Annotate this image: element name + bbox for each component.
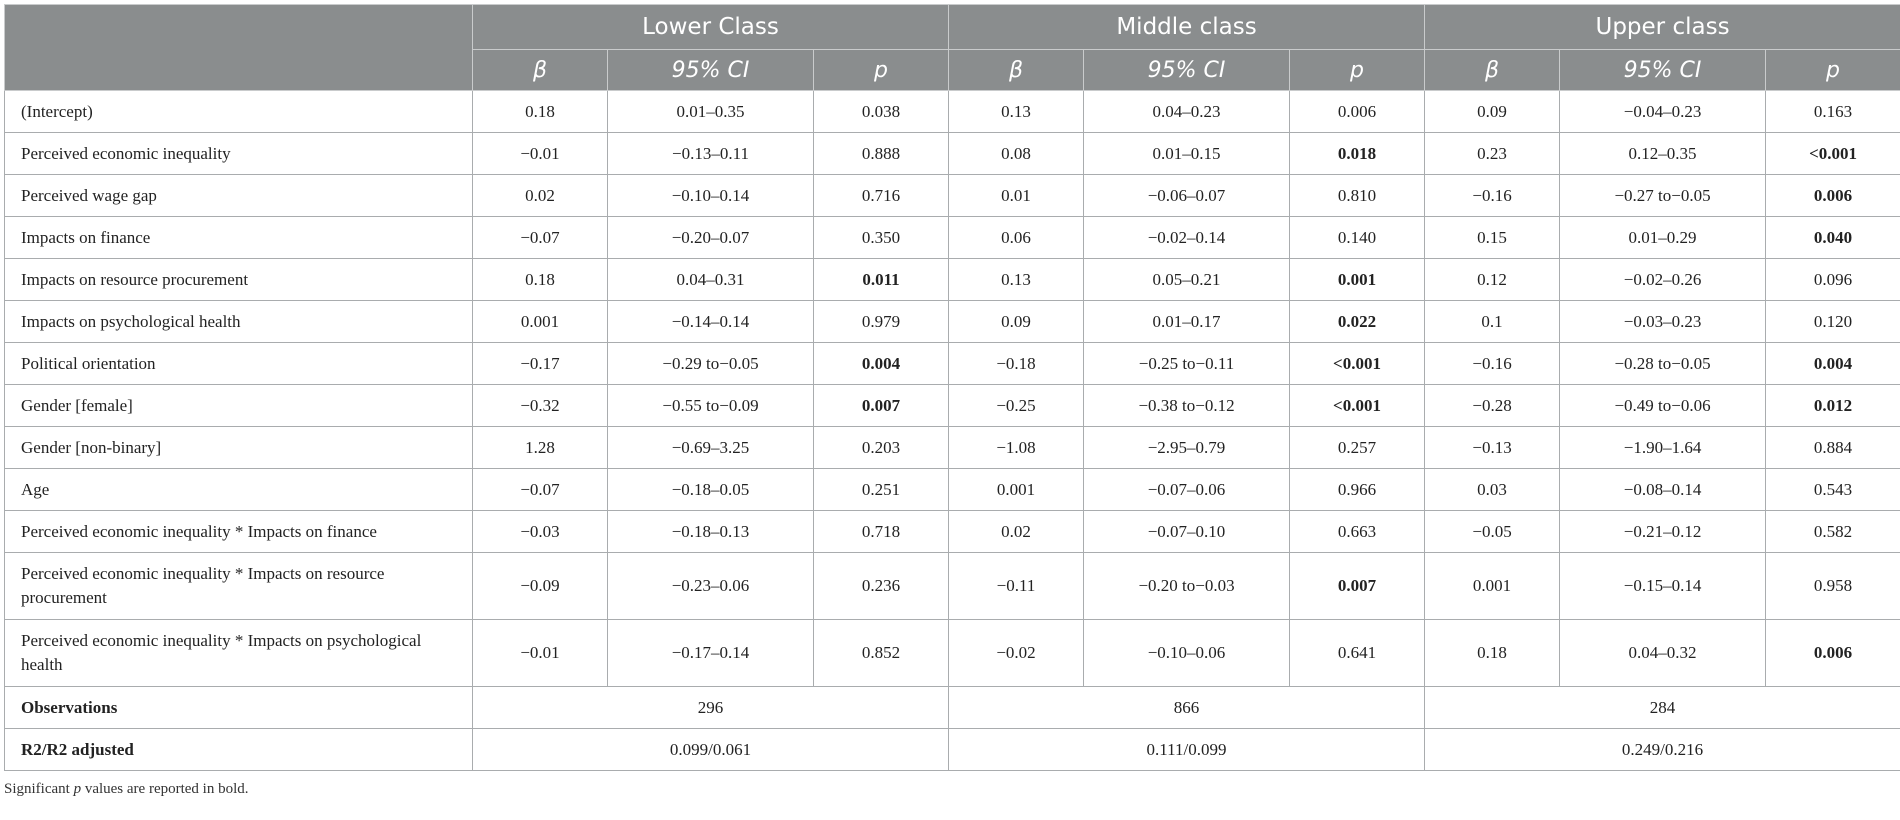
ci-cell: −0.04–0.23 bbox=[1560, 91, 1766, 133]
table-row bbox=[5, 175, 1900, 217]
p-value-cell: 0.006 bbox=[1766, 620, 1900, 687]
p-value-cell: 0.120 bbox=[1766, 301, 1900, 343]
beta-cell: 0.001 bbox=[949, 469, 1084, 511]
p-value-cell: 0.012 bbox=[1766, 385, 1900, 427]
ci-cell: −0.06–0.07 bbox=[1084, 175, 1290, 217]
row-label: (Intercept) bbox=[5, 91, 473, 133]
subheader-beta: β bbox=[1425, 50, 1560, 91]
p-value-cell: 0.163 bbox=[1766, 91, 1900, 133]
beta-cell: −0.07 bbox=[473, 217, 608, 259]
ci-cell: −0.02–0.26 bbox=[1560, 259, 1766, 301]
ci-cell: 0.01–0.15 bbox=[1084, 133, 1290, 175]
beta-cell: −0.03 bbox=[473, 511, 608, 553]
beta-cell: −0.05 bbox=[1425, 511, 1560, 553]
ci-cell: 0.12–0.35 bbox=[1560, 133, 1766, 175]
ci-cell: −0.23–0.06 bbox=[608, 553, 814, 620]
p-value-cell: 0.257 bbox=[1290, 427, 1425, 469]
row-label: Perceived economic inequality bbox=[5, 133, 473, 175]
row-label: Gender [non-binary] bbox=[5, 427, 473, 469]
p-value-cell: 0.038 bbox=[814, 91, 949, 133]
ci-cell: −0.07–0.10 bbox=[1084, 511, 1290, 553]
p-value-cell: 0.884 bbox=[1766, 427, 1900, 469]
row-label: Political orientation bbox=[5, 343, 473, 385]
summary-value: 296 bbox=[473, 687, 949, 729]
subheader-beta: β bbox=[473, 50, 608, 91]
p-value-cell: 0.203 bbox=[814, 427, 949, 469]
p-value-cell: 0.663 bbox=[1290, 511, 1425, 553]
p-value-cell: 0.852 bbox=[814, 620, 949, 687]
summary-label: Observations bbox=[5, 687, 473, 729]
beta-cell: −1.08 bbox=[949, 427, 1084, 469]
ci-cell: −0.03–0.23 bbox=[1560, 301, 1766, 343]
table-row bbox=[5, 469, 1900, 511]
beta-cell: 0.02 bbox=[473, 175, 608, 217]
ci-cell: 0.01–0.35 bbox=[608, 91, 814, 133]
ci-cell: −0.69–3.25 bbox=[608, 427, 814, 469]
summary-value: 0.111/0.099 bbox=[949, 729, 1425, 771]
beta-cell: −0.09 bbox=[473, 553, 608, 620]
row-label: Perceived wage gap bbox=[5, 175, 473, 217]
group-header-middle: Middle class bbox=[949, 5, 1425, 50]
ci-cell: 0.04–0.32 bbox=[1560, 620, 1766, 687]
group-header-lower: Lower Class bbox=[473, 5, 949, 50]
p-value-cell: 0.006 bbox=[1290, 91, 1425, 133]
p-value-cell: 0.236 bbox=[814, 553, 949, 620]
group-header-row bbox=[5, 5, 1900, 50]
p-value-cell: <0.001 bbox=[1290, 343, 1425, 385]
ci-cell: −0.13–0.11 bbox=[608, 133, 814, 175]
ci-cell: −2.95–0.79 bbox=[1084, 427, 1290, 469]
summary-row bbox=[5, 687, 1900, 729]
ci-cell: −0.18–0.05 bbox=[608, 469, 814, 511]
row-label: Perceived economic inequality * Impacts on finance bbox=[5, 511, 473, 553]
beta-cell: 0.13 bbox=[949, 91, 1084, 133]
ci-cell: −0.20–0.07 bbox=[608, 217, 814, 259]
table-container bbox=[4, 4, 1898, 798]
beta-cell: −0.17 bbox=[473, 343, 608, 385]
row-label: Perceived economic inequality * Impacts on resource procurement bbox=[5, 553, 473, 620]
ci-cell: 0.01–0.29 bbox=[1560, 217, 1766, 259]
beta-cell: 0.15 bbox=[1425, 217, 1560, 259]
beta-cell: −0.25 bbox=[949, 385, 1084, 427]
table-row bbox=[5, 133, 1900, 175]
ci-cell: −0.29 to−0.05 bbox=[608, 343, 814, 385]
beta-cell: 0.1 bbox=[1425, 301, 1560, 343]
table-row bbox=[5, 620, 1900, 687]
ci-cell: −0.10–0.06 bbox=[1084, 620, 1290, 687]
ci-cell: −0.07–0.06 bbox=[1084, 469, 1290, 511]
table-row bbox=[5, 301, 1900, 343]
beta-cell: 0.18 bbox=[473, 259, 608, 301]
table-row bbox=[5, 217, 1900, 259]
ci-cell: 0.01–0.17 bbox=[1084, 301, 1290, 343]
p-value-cell: 0.007 bbox=[814, 385, 949, 427]
p-value-cell: 0.004 bbox=[814, 343, 949, 385]
table-row bbox=[5, 427, 1900, 469]
beta-cell: 0.01 bbox=[949, 175, 1084, 217]
footnote-text-before: Significant bbox=[4, 781, 74, 797]
subheader-beta: β bbox=[949, 50, 1084, 91]
table-header bbox=[5, 5, 1900, 91]
ci-cell: 0.04–0.31 bbox=[608, 259, 814, 301]
row-label: Gender [female] bbox=[5, 385, 473, 427]
beta-cell: −0.28 bbox=[1425, 385, 1560, 427]
beta-cell: 1.28 bbox=[473, 427, 608, 469]
subheader-ci: 95% CI bbox=[608, 50, 814, 91]
p-value-cell: 0.641 bbox=[1290, 620, 1425, 687]
ci-cell: 0.04–0.23 bbox=[1084, 91, 1290, 133]
beta-cell: 0.13 bbox=[949, 259, 1084, 301]
summary-value: 866 bbox=[949, 687, 1425, 729]
p-value-cell: 0.096 bbox=[1766, 259, 1900, 301]
summary-value: 284 bbox=[1425, 687, 1900, 729]
group-header-upper: Upper class bbox=[1425, 5, 1900, 50]
p-value-cell: 0.004 bbox=[1766, 343, 1900, 385]
summary-row bbox=[5, 729, 1900, 771]
beta-cell: −0.07 bbox=[473, 469, 608, 511]
beta-cell: 0.001 bbox=[1425, 553, 1560, 620]
beta-cell: −0.01 bbox=[473, 133, 608, 175]
subheader-p: p bbox=[1766, 50, 1900, 91]
p-value-cell: 0.006 bbox=[1766, 175, 1900, 217]
beta-cell: 0.001 bbox=[473, 301, 608, 343]
ci-cell: −0.25 to−0.11 bbox=[1084, 343, 1290, 385]
ci-cell: −0.55 to−0.09 bbox=[608, 385, 814, 427]
p-value-cell: 0.582 bbox=[1766, 511, 1900, 553]
beta-cell: −0.18 bbox=[949, 343, 1084, 385]
subheader-ci: 95% CI bbox=[1084, 50, 1290, 91]
beta-cell: 0.02 bbox=[949, 511, 1084, 553]
ci-cell: −0.49 to−0.06 bbox=[1560, 385, 1766, 427]
beta-cell: 0.06 bbox=[949, 217, 1084, 259]
ci-cell: 0.05–0.21 bbox=[1084, 259, 1290, 301]
ci-cell: −0.38 to−0.12 bbox=[1084, 385, 1290, 427]
subheader-p: p bbox=[814, 50, 949, 91]
ci-cell: −0.15–0.14 bbox=[1560, 553, 1766, 620]
table-row bbox=[5, 553, 1900, 620]
p-value-cell: 0.543 bbox=[1766, 469, 1900, 511]
p-value-cell: 0.888 bbox=[814, 133, 949, 175]
p-value-cell: <0.001 bbox=[1290, 385, 1425, 427]
p-value-cell: 0.718 bbox=[814, 511, 949, 553]
p-value-cell: 0.011 bbox=[814, 259, 949, 301]
p-value-cell: 0.350 bbox=[814, 217, 949, 259]
row-label: Perceived economic inequality * Impacts on psychological health bbox=[5, 620, 473, 687]
ci-cell: −0.08–0.14 bbox=[1560, 469, 1766, 511]
ci-cell: −0.21–0.12 bbox=[1560, 511, 1766, 553]
ci-cell: −0.02–0.14 bbox=[1084, 217, 1290, 259]
beta-cell: 0.18 bbox=[473, 91, 608, 133]
table-row bbox=[5, 259, 1900, 301]
row-label: Impacts on psychological health bbox=[5, 301, 473, 343]
ci-cell: −0.17–0.14 bbox=[608, 620, 814, 687]
beta-cell: 0.09 bbox=[1425, 91, 1560, 133]
p-value-cell: 0.966 bbox=[1290, 469, 1425, 511]
beta-cell: −0.02 bbox=[949, 620, 1084, 687]
subheader-p: p bbox=[1290, 50, 1425, 91]
beta-cell: −0.16 bbox=[1425, 175, 1560, 217]
beta-cell: 0.12 bbox=[1425, 259, 1560, 301]
table-row bbox=[5, 343, 1900, 385]
table-body bbox=[5, 91, 1900, 771]
p-value-cell: 0.958 bbox=[1766, 553, 1900, 620]
p-value-cell: 0.810 bbox=[1290, 175, 1425, 217]
beta-cell: −0.16 bbox=[1425, 343, 1560, 385]
table-row bbox=[5, 511, 1900, 553]
table-footnote bbox=[4, 781, 1898, 798]
subheader-ci: 95% CI bbox=[1560, 50, 1766, 91]
p-value-cell: 0.022 bbox=[1290, 301, 1425, 343]
beta-cell: −0.32 bbox=[473, 385, 608, 427]
p-value-cell: 0.979 bbox=[814, 301, 949, 343]
ci-cell: −0.14–0.14 bbox=[608, 301, 814, 343]
ci-cell: −0.20 to−0.03 bbox=[1084, 553, 1290, 620]
summary-value: 0.099/0.061 bbox=[473, 729, 949, 771]
p-value-cell: <0.001 bbox=[1766, 133, 1900, 175]
regression-table bbox=[4, 4, 1900, 771]
footnote-text-italic: p bbox=[73, 781, 82, 797]
beta-cell: 0.18 bbox=[1425, 620, 1560, 687]
table-row bbox=[5, 91, 1900, 133]
beta-cell: 0.23 bbox=[1425, 133, 1560, 175]
p-value-cell: 0.140 bbox=[1290, 217, 1425, 259]
corner-cell bbox=[5, 5, 473, 91]
beta-cell: 0.08 bbox=[949, 133, 1084, 175]
ci-cell: −0.10–0.14 bbox=[608, 175, 814, 217]
p-value-cell: 0.716 bbox=[814, 175, 949, 217]
p-value-cell: 0.040 bbox=[1766, 217, 1900, 259]
summary-value: 0.249/0.216 bbox=[1425, 729, 1900, 771]
row-label: Impacts on resource procurement bbox=[5, 259, 473, 301]
p-value-cell: 0.018 bbox=[1290, 133, 1425, 175]
p-value-cell: 0.001 bbox=[1290, 259, 1425, 301]
beta-cell: −0.11 bbox=[949, 553, 1084, 620]
beta-cell: 0.03 bbox=[1425, 469, 1560, 511]
ci-cell: −0.27 to−0.05 bbox=[1560, 175, 1766, 217]
beta-cell: −0.13 bbox=[1425, 427, 1560, 469]
footnote-text-after: values are reported in bold. bbox=[81, 781, 249, 797]
p-value-cell: 0.007 bbox=[1290, 553, 1425, 620]
ci-cell: −0.28 to−0.05 bbox=[1560, 343, 1766, 385]
row-label: Age bbox=[5, 469, 473, 511]
beta-cell: −0.01 bbox=[473, 620, 608, 687]
row-label: Impacts on finance bbox=[5, 217, 473, 259]
beta-cell: 0.09 bbox=[949, 301, 1084, 343]
table-row bbox=[5, 385, 1900, 427]
ci-cell: −0.18–0.13 bbox=[608, 511, 814, 553]
summary-label: R2/R2 adjusted bbox=[5, 729, 473, 771]
p-value-cell: 0.251 bbox=[814, 469, 949, 511]
ci-cell: −1.90–1.64 bbox=[1560, 427, 1766, 469]
